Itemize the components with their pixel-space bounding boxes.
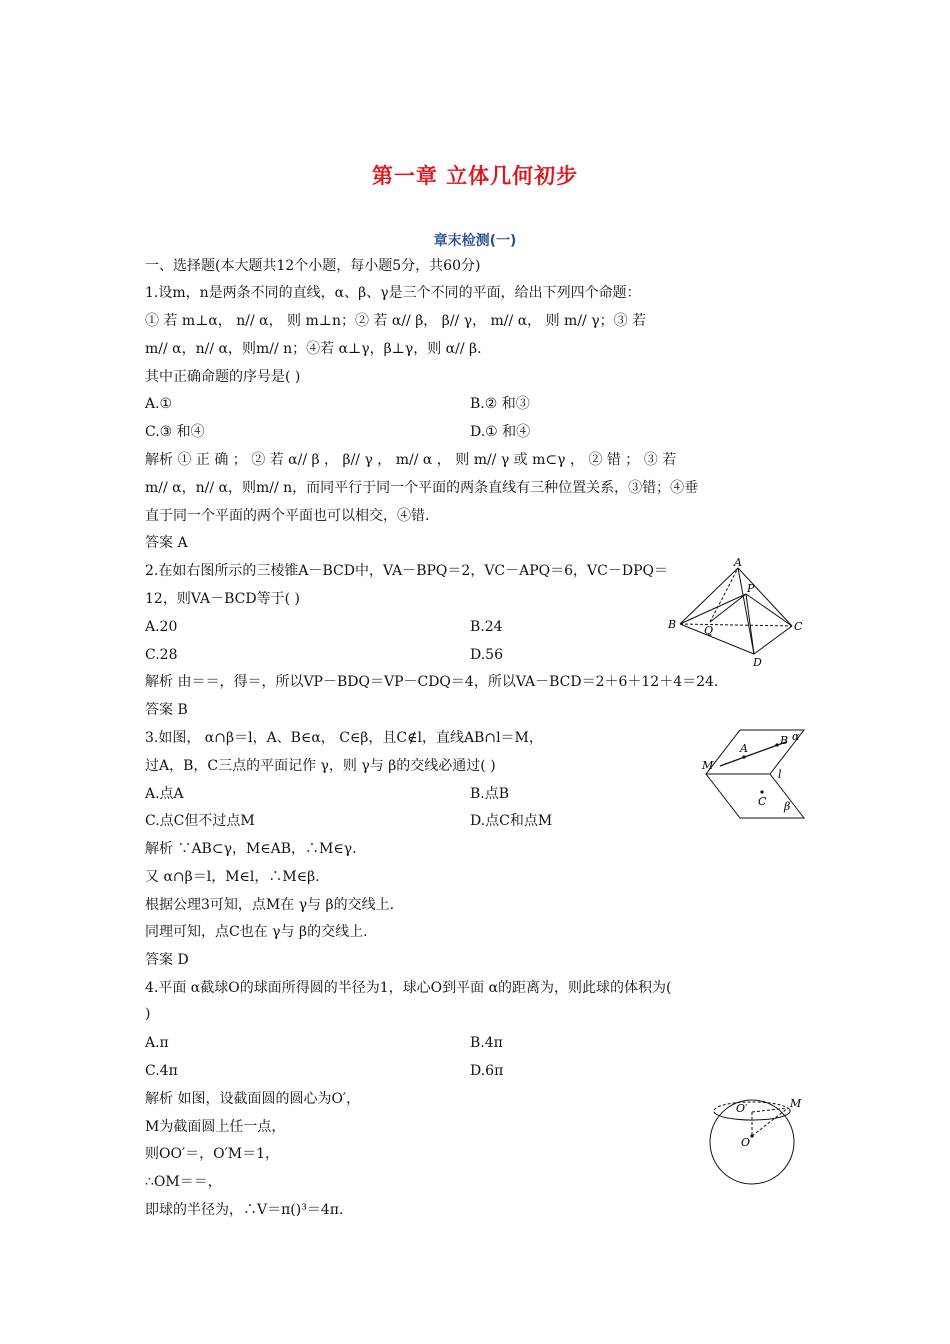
q1-option-d: D.① 和④ [470, 424, 531, 440]
label-d: D [753, 656, 762, 669]
label-a: A [734, 556, 742, 569]
q1-stem-3: m// α，n// α，则m// n；④若 α⊥γ，β⊥γ，则 α// β. [145, 341, 482, 357]
chapter-title: 第一章 立体几何初步 [371, 164, 579, 188]
point-b [775, 743, 778, 746]
section-title: 章末检测(一) [433, 233, 517, 249]
q2-option-d: D.56 [470, 647, 503, 663]
edge-ad [738, 568, 754, 654]
q4-analysis-3: 则OO′＝，O′M＝1， [145, 1146, 280, 1162]
q1-analysis-1: 解析 ① 正 确 ； ② 若 α// β ， β// γ ， m// α ， 则 m// γ 或 m⊂γ ， ② 错 ； ③ 若 [145, 452, 677, 468]
label-a: A [740, 742, 748, 755]
q3-analysis-2: 又 α∩β＝l，M∈l，∴M∈β. [145, 869, 320, 885]
q4-option-d: D.6π [470, 1063, 504, 1079]
segment-o1m [752, 1108, 788, 1112]
q1-option-c: C.③ 和④ [145, 424, 205, 440]
label-o-prime: O′ [736, 1102, 748, 1115]
segment-qa [710, 568, 738, 622]
q2-stem-2: 12，则VA－BCD等于( ) [145, 591, 300, 607]
q1-option-b: B.② 和③ [470, 396, 530, 412]
q3-analysis-4: 同理可知，点C也在 γ与 β的交线上. [145, 924, 368, 940]
label-o: O [741, 1136, 751, 1149]
segment-pd [746, 594, 754, 654]
edge-bc [680, 624, 792, 626]
q4-analysis-1: 解析 如图，设截面圆的圆心为O′， [145, 1091, 361, 1107]
q3-stem-2: 过A，B，C三点的平面记作 γ，则 γ与 β的交线必通过( ) [145, 758, 496, 774]
q3-option-a: A.点A [145, 786, 184, 802]
q4-option-b: B.4π [470, 1035, 503, 1051]
q1-analysis-3: 直于同一个平面的两个平面也可以相交，④错. [145, 508, 430, 524]
q3-answer: 答案 D [145, 952, 189, 968]
q2-answer: 答案 B [145, 702, 188, 718]
point-c [760, 790, 763, 793]
q1-stem: 1.设m，n是两条不同的直线，α、β、γ是三个不同的平面，给出下列四个命题： [145, 285, 641, 301]
q4-option-a: A.π [145, 1035, 169, 1051]
q1-answer: 答案 A [145, 535, 188, 551]
plane-alpha [706, 730, 804, 774]
q3-stem: 3.如图， α∩β＝l，A、B∈α， C∈β，且C∉l，直线AB∩l＝M， [145, 730, 543, 746]
label-b: B [780, 734, 789, 747]
tetrahedron-figure [660, 556, 810, 674]
q3-option-c: C.点C但不过点M [145, 813, 255, 829]
q1-option-a: A.① [145, 396, 173, 412]
sphere-figure [700, 1090, 810, 1186]
edge-bd [680, 624, 754, 654]
q4-stem-2: ) [145, 1006, 151, 1022]
label-c: C [758, 795, 767, 808]
segment-om [752, 1108, 788, 1136]
q2-option-b: B.24 [470, 619, 503, 635]
q3-option-b: B.点B [470, 786, 510, 802]
q3-analysis-3: 根据公理3可知，点M在 γ与 β的交线上. [145, 897, 395, 913]
planes-figure [700, 726, 808, 822]
label-l: l [778, 768, 782, 781]
q3-option-d: D.点C和点M [470, 813, 553, 829]
label-p: P [747, 582, 755, 595]
q4-stem: 4.平面 α截球O的球面所得圆的半径为1，球心O到平面 α的距离为，则此球的体积为( [145, 980, 672, 996]
label-beta: β [784, 800, 791, 813]
label-c: C [794, 620, 803, 633]
q1-ask: 其中正确命题的序号是( ) [145, 369, 301, 385]
q4-analysis-2: M为截面圆上任一点， [145, 1119, 286, 1135]
label-m: M [702, 759, 714, 772]
q1-stem-2: ① 若 m⊥α， n// α， 则 m⊥n；② 若 α// β， β// γ， m// α， 则 m// γ；③ 若 [145, 313, 647, 329]
edge-ab [680, 568, 738, 624]
section-intro: 一、选择题(本大题共12个小题，每小题5分，共60分) [145, 258, 481, 274]
q4-option-c: C.4π [145, 1063, 178, 1079]
segment-pc [746, 594, 792, 626]
q2-option-c: C.28 [145, 647, 178, 663]
edge-cd [754, 626, 792, 654]
q4-analysis-5: 即球的半径为，∴V＝π()³＝4π. [145, 1202, 344, 1218]
label-b: B [668, 618, 677, 631]
q2-stem: 2.在如右图所示的三棱锥A－BCD中，VA－BPQ＝2，VC－APQ＝6，VC－DPQ＝ [145, 563, 668, 579]
label-m: M [790, 1097, 802, 1110]
label-q: Q [704, 624, 714, 637]
q4-analysis-4: ∴OM＝＝， [145, 1174, 222, 1190]
q3-analysis-1: 解析 ∵AB⊂γ，M∈AB，∴M∈γ. [145, 841, 357, 857]
q1-analysis-2: m// α，n// α，则m// n，而同平行于同一个平面的两条直线有三种位置关系，③错；④垂 [145, 480, 699, 496]
point-o [750, 1134, 753, 1137]
label-alpha: α [792, 730, 800, 743]
q2-analysis: 解析 由＝＝，得＝，所以VP－BDQ＝VP－CDQ＝4，所以VA－BCD＝2＋6＋12＋4＝24. [145, 674, 719, 690]
q2-option-a: A.20 [145, 619, 178, 635]
point-a [742, 755, 745, 758]
